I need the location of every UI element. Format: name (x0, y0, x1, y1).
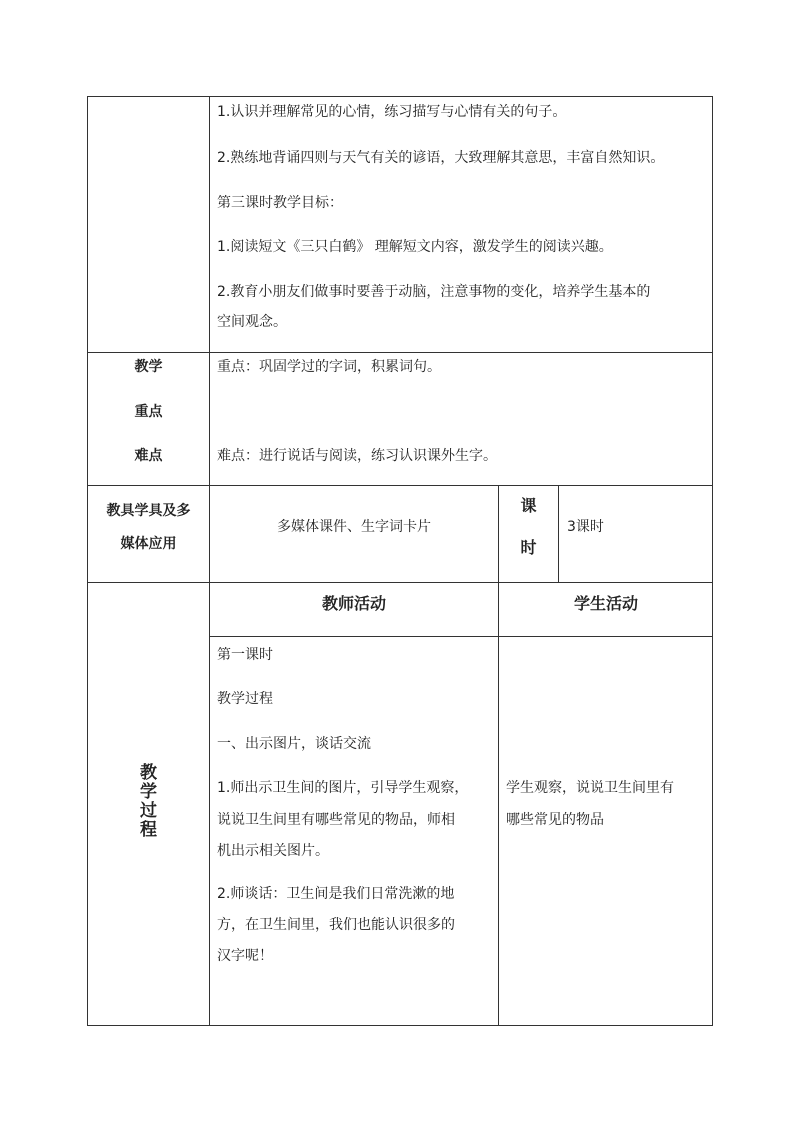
class-hours-value: 3课时 (567, 519, 604, 535)
teacher-activity-line: 2.师谈话：卫生间是我们日常洗漱的地 (217, 886, 455, 902)
materials-label: 教具学具及多 (106, 503, 191, 519)
column-divider (558, 485, 559, 582)
teacher-activity-header: 教师活动 (321, 594, 386, 613)
materials-value: 多媒体课件、生字词卡片 (277, 519, 431, 535)
teacher-activity-line: 教学过程 (217, 691, 273, 707)
row-divider (87, 485, 713, 486)
process-label: 学 (140, 782, 157, 802)
objective-item: 1.认识并理解常见的心情，练习描写与心情有关的句子。 (217, 104, 567, 120)
materials-label: 媒体应用 (120, 536, 177, 552)
process-label: 程 (140, 820, 157, 840)
row-divider (87, 582, 713, 583)
student-activity-line: 哪些常见的物品 (506, 812, 604, 828)
teacher-activity-line: 机出示相关图片。 (217, 843, 329, 859)
row-divider (209, 636, 713, 637)
class-hours-label: 课 (520, 496, 537, 515)
teacher-activity-line: 1.师出示卫生间的图片，引导学生观察， (217, 780, 469, 796)
objective-item-continuation: 空间观念。 (217, 314, 287, 330)
class-hours-label: 时 (520, 538, 537, 557)
process-label: 教 (140, 763, 157, 783)
teaching-difficulty: 难点：进行说话与阅读，练习认识课外生字。 (217, 448, 497, 464)
key-points-label: 重点 (134, 404, 163, 420)
objective-item: 1.阅读短文《三只白鹤》 理解短文内容，激发学生的阅读兴趣。 (217, 239, 613, 255)
key-points-label: 教学 (134, 359, 163, 375)
lesson-three-title: 第三课时教学目标： (217, 195, 343, 211)
teacher-activity-line: 第一课时 (217, 647, 273, 663)
teacher-activity-line: 说说卫生间里有哪些常见的物品，师相 (217, 812, 455, 828)
column-divider (498, 582, 499, 1026)
teacher-activity-line: 汉字呢！ (217, 948, 273, 964)
student-activity-header: 学生活动 (573, 594, 638, 613)
column-divider (209, 96, 210, 1026)
objective-item: 2.熟练地背诵四则与天气有关的谚语，大致理解其意思，丰富自然知识。 (217, 150, 665, 166)
student-activity-line: 学生观察，说说卫生间里有 (506, 780, 674, 796)
teacher-activity-line: 一、出示图片，谈话交流 (217, 736, 371, 752)
process-label: 过 (140, 801, 157, 821)
teacher-activity-line: 方，在卫生间里，我们也能认识很多的 (217, 917, 455, 933)
row-divider (87, 352, 713, 353)
teaching-focus: 重点：巩固学过的字词，积累词句。 (217, 359, 441, 375)
objective-item: 2.教育小朋友们做事时要善于动脑，注意事物的变化，培养学生基本的 (217, 284, 651, 300)
key-points-label: 难点 (134, 448, 163, 464)
